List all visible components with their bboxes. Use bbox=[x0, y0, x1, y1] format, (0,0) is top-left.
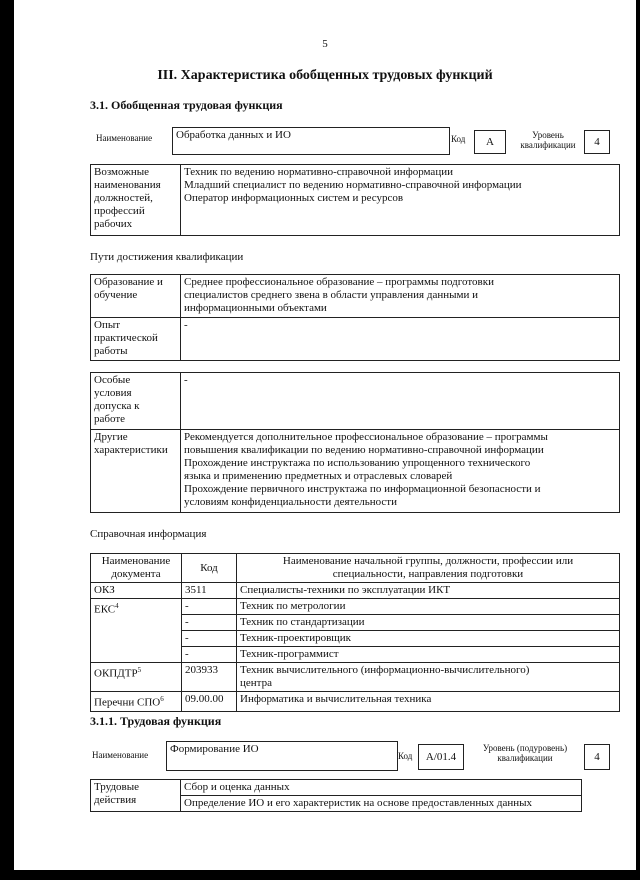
conditions-table bbox=[90, 372, 620, 513]
actions-label: Трудовые действия bbox=[91, 780, 181, 812]
table-row: - Техник по стандартизации bbox=[91, 615, 620, 631]
tf-code-label: Код bbox=[398, 751, 413, 761]
special-label: Особые условия допуска к работе bbox=[91, 373, 181, 430]
ref-header-code: Код bbox=[182, 554, 237, 583]
paths-heading: Пути достижения квалификации bbox=[90, 251, 244, 263]
ref-header-name: Наименование начальной группы, должности, профессии или специальности, направления подготовки bbox=[237, 554, 620, 583]
table-row: ОКЗ 3511 Специалисты-техники по эксплуатации ИКТ bbox=[91, 583, 620, 599]
action-item: Сбор и оценка данных bbox=[181, 780, 582, 796]
tf-code-value: A/01.4 bbox=[418, 744, 464, 770]
education-label: Образование и обучение bbox=[91, 275, 181, 318]
table-row: Перечни СПО$^6$ 09.00.00 Информатика и вычислительная техника bbox=[91, 692, 620, 712]
other-value: Рекомендуется дополнительное профессиональное образование – программы повышения квалификации по ведению нормативно-справочной информации Прохождение инструктажа по использованию упрощенного технического языка и применению предметных и отраслевых словарей Прохождение первичного инструктажа по информационной безопасности и условиям конфиденциальности деятельности bbox=[181, 430, 620, 513]
table-row: - Техник-программист bbox=[91, 647, 620, 663]
page-number: 5 bbox=[322, 38, 328, 50]
other-label: Другие характеристики bbox=[91, 430, 181, 513]
action-item: Определение ИО и его характеристик на основе предоставленных данных bbox=[181, 796, 582, 812]
gtf-name-value: Обработка данных и ИО bbox=[172, 127, 450, 155]
gtf-code-label: Код bbox=[451, 134, 466, 144]
tf-level-label: Уровень (подуровень) квалификации bbox=[482, 743, 568, 763]
gtf-code-value: A bbox=[474, 130, 506, 154]
table-row: ОКПДТР$^5$ 203933 Техник вычислительного (информационно-вычислительного) центра bbox=[91, 663, 620, 692]
special-value: - bbox=[181, 373, 620, 430]
position-item: Техник по ведению нормативно-справочной информации bbox=[184, 166, 453, 178]
gtf-heading: 3.1. Обобщенная трудовая функция bbox=[90, 98, 283, 112]
position-item: Младший специалист по ведению нормативно-справочной информации bbox=[184, 179, 522, 191]
eks-doc: ЕКС$^4$ bbox=[91, 599, 182, 663]
table-row: ЕКС$^4$ - Техник по метрологии bbox=[91, 599, 620, 615]
education-value: Среднее профессиональное образование – программы подготовки специалистов среднего звена в области управления данными и информационными объектами bbox=[181, 275, 620, 318]
table-row: - Техник-проектировщик bbox=[91, 631, 620, 647]
experience-label: Опыт практической работы bbox=[91, 318, 181, 361]
gtf-level-value: 4 bbox=[584, 130, 610, 154]
gtf-name-label: Наименование bbox=[96, 133, 153, 143]
positions-table bbox=[90, 164, 620, 236]
tf-level-value: 4 bbox=[584, 744, 610, 770]
document-page bbox=[14, 0, 636, 870]
positions-values bbox=[181, 165, 620, 236]
ref-header-doc: Наименование документа bbox=[91, 554, 182, 583]
qualification-table bbox=[90, 274, 620, 361]
gtf-level-label: Уровень квалификации bbox=[520, 130, 576, 150]
experience-value: - bbox=[181, 318, 620, 361]
tf-name-label: Наименование bbox=[92, 750, 149, 760]
tf-heading: 3.1.1. Трудовая функция bbox=[90, 714, 222, 728]
tf-name-value: Формирование ИО bbox=[166, 741, 398, 771]
actions-table bbox=[90, 779, 582, 812]
positions-label: Возможные наименования должностей, профессий рабочих bbox=[91, 165, 181, 236]
position-item: Оператор информационных систем и ресурсов bbox=[184, 192, 404, 204]
ref-heading: Справочная информация bbox=[90, 528, 207, 540]
reference-table bbox=[90, 553, 620, 712]
section-title: III. Характеристика обобщенных трудовых функций bbox=[157, 68, 493, 83]
